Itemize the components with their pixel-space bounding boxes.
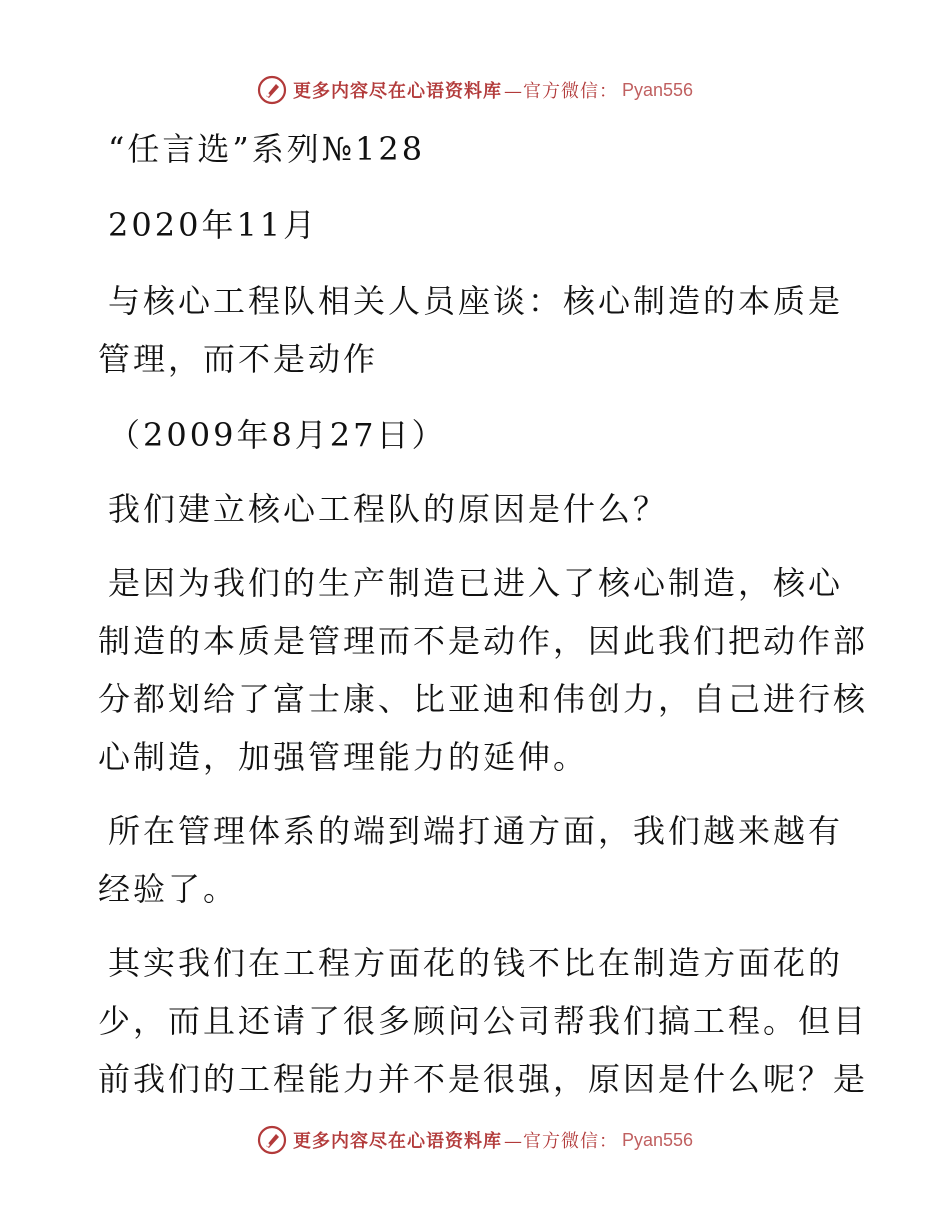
paragraph-1-line-2: 制造的本质是管理而不是动作，因此我们把动作部 bbox=[98, 622, 869, 660]
watermark-sub-text: —官方微信： bbox=[503, 81, 618, 102]
issue-date: 2020年11月 bbox=[108, 206, 319, 244]
series-label: “任言选”系列№128 bbox=[108, 130, 426, 168]
watermark-wechat-id: Pyan556 bbox=[621, 79, 694, 100]
paragraph-1-line-4: 心制造，加强管理能力的延伸。 bbox=[98, 738, 589, 776]
paragraph-2-line-1: 所在管理体系的端到端打通方面，我们越来越有 bbox=[108, 812, 844, 850]
paragraph-3-line-3: 前我们的工程能力并不是很强，原因是什么呢？是 bbox=[98, 1060, 869, 1098]
pen-nib-circle-icon bbox=[257, 75, 287, 105]
pen-nib-circle-icon bbox=[257, 1125, 287, 1155]
watermark-footer bbox=[0, 1120, 950, 1160]
watermark-sub-text: —官方微信： bbox=[503, 1131, 618, 1152]
article-title-line-1: 与核心工程队相关人员座谈：核心制造的本质是 bbox=[108, 282, 844, 320]
question-line: 我们建立核心工程队的原因是什么？ bbox=[108, 490, 669, 528]
paragraph-2-line-2: 经验了。 bbox=[98, 870, 239, 908]
article-title-line-2: 管理，而不是动作 bbox=[98, 340, 379, 378]
watermark-header bbox=[0, 70, 950, 110]
paragraph-3-line-1: 其实我们在工程方面花的钱不比在制造方面花的 bbox=[108, 944, 844, 982]
watermark-main-text: 更多内容尽在心语资料库 bbox=[292, 81, 502, 102]
watermark-wechat-id: Pyan556 bbox=[621, 1129, 694, 1150]
watermark-main-text: 更多内容尽在心语资料库 bbox=[292, 1131, 502, 1152]
paragraph-1-line-1: 是因为我们的生产制造已进入了核心制造，核心 bbox=[108, 564, 844, 602]
paragraph-1-line-3: 分都划给了富士康、比亚迪和伟创力，自己进行核 bbox=[98, 680, 869, 718]
paragraph-3-line-2: 少，而且还请了很多顾问公司帮我们搞工程。但目 bbox=[98, 1002, 869, 1040]
meeting-date: （2009年8月27日） bbox=[108, 416, 447, 454]
